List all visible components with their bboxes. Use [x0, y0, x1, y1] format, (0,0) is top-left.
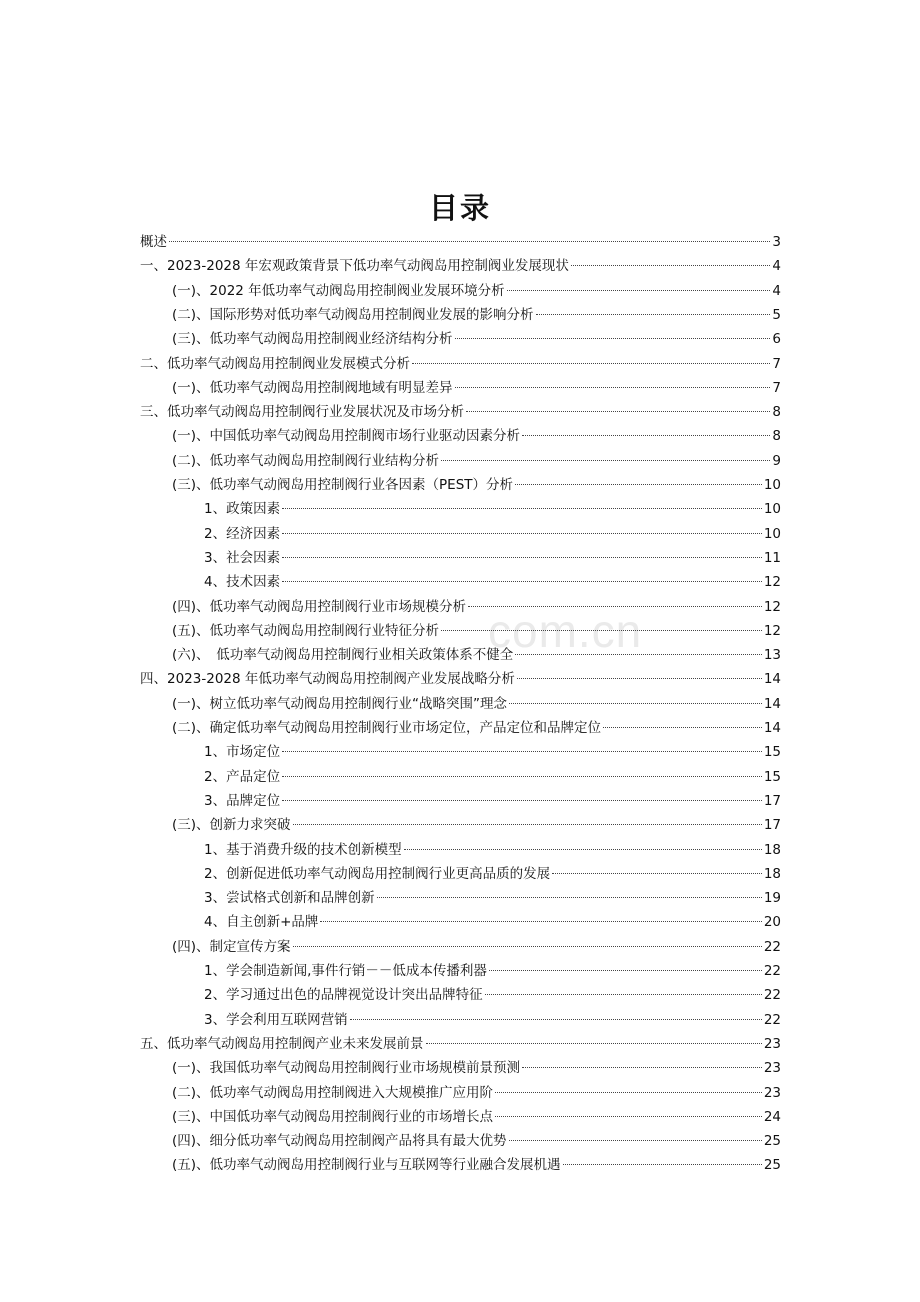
- toc-dot-leader: [495, 1092, 762, 1093]
- toc-entry[interactable]: [140, 230, 781, 254]
- toc-entry[interactable]: [140, 400, 781, 424]
- toc-entry[interactable]: [172, 643, 781, 667]
- toc-entry[interactable]: [172, 424, 781, 448]
- toc-dot-leader: [282, 533, 762, 534]
- toc-dot-leader: [282, 557, 762, 558]
- toc-entry[interactable]: [172, 279, 781, 303]
- toc-page-number: 8: [772, 404, 781, 421]
- toc-dot-leader: [507, 290, 771, 291]
- toc-entry-title: (三)、创新力求突破: [172, 817, 291, 834]
- toc-page-number: 14: [763, 720, 781, 736]
- toc-entry[interactable]: [172, 813, 781, 837]
- toc-entry-title: 2、创新促进低功率气动阀岛用控制阀行业更高品质的发展: [204, 865, 551, 882]
- toc-dot-leader: [282, 776, 762, 777]
- toc-page-number: 10: [763, 525, 781, 542]
- toc-page-number: 10: [763, 501, 781, 518]
- toc-entry[interactable]: [172, 692, 781, 716]
- toc-entry[interactable]: [204, 1008, 781, 1032]
- toc-dot-leader: [522, 435, 770, 436]
- toc-entry-title: (二)、国际形势对低功率气动阀岛用控制阀业发展的影响分析: [172, 306, 534, 323]
- toc-entry[interactable]: [204, 546, 781, 570]
- toc-dot-leader: [563, 1164, 762, 1165]
- toc-entry[interactable]: [140, 667, 781, 691]
- toc-entry[interactable]: [172, 376, 781, 400]
- toc-entry-title: (三)、中国低功率气动阀岛用控制阀行业的市场增长点: [172, 1108, 494, 1125]
- toc-entry-title: (六)、 低功率气动阀岛用控制阀行业相关政策体系不健全: [172, 647, 514, 664]
- toc-dot-leader: [485, 994, 762, 995]
- toc-entry[interactable]: [204, 789, 781, 813]
- toc-page-number: 22: [763, 1011, 781, 1028]
- toc-page-number: 6: [772, 331, 781, 348]
- toc-dot-leader: [293, 946, 762, 947]
- toc-entry[interactable]: [204, 910, 781, 934]
- toc-dot-leader: [509, 703, 762, 704]
- toc-dot-leader: [571, 265, 771, 266]
- toc-entry-title: 1、市场定位: [204, 744, 281, 761]
- toc-dot-leader: [350, 1019, 762, 1020]
- toc-entry[interactable]: [172, 716, 781, 740]
- toc-entry[interactable]: [204, 886, 781, 910]
- toc-entry-title: 4、技术因素: [204, 574, 281, 591]
- toc-entry-title: 3、学会利用互联网营销: [204, 1011, 348, 1028]
- toc-entry-title: (一)、我国低功率气动阀岛用控制阀行业市场规模前景预测: [172, 1060, 521, 1077]
- toc-page-number: 22: [763, 938, 781, 955]
- toc-page-number: 13: [763, 647, 781, 664]
- toc-page-number: 4: [772, 258, 781, 275]
- toc-dot-leader: [404, 849, 762, 850]
- toc-entry-title: (三)、低功率气动阀岛用控制阀行业各因素（PEST）分析: [172, 477, 514, 493]
- toc-entry-title: 2、学习通过出色的品牌视觉设计突出品牌特征: [204, 987, 483, 1004]
- toc-entry-title: (一)、2022 年低功率气动阀岛用控制阀业发展环境分析: [172, 282, 505, 299]
- toc-page-number: 18: [763, 841, 781, 858]
- toc-page-number: 7: [772, 355, 781, 372]
- toc-entry-title: 二、低功率气动阀岛用控制阀业发展模式分析: [140, 355, 410, 372]
- toc-page-number: 9: [772, 452, 781, 469]
- toc-dot-leader: [455, 387, 771, 388]
- toc-dot-leader: [517, 678, 762, 679]
- toc-page-number: 20: [763, 914, 781, 931]
- toc-entry-title: 五、低功率气动阀岛用控制阀产业未来发展前景: [140, 1035, 424, 1052]
- toc-page-number: 17: [763, 792, 781, 809]
- toc-dot-leader: [282, 751, 762, 752]
- toc-dot-leader: [441, 630, 762, 631]
- toc-page-number: 8: [772, 428, 781, 445]
- toc-entry-title: 概述: [140, 234, 167, 250]
- toc-entry-title: 3、社会因素: [204, 549, 281, 566]
- toc-entry-title: (四)、制定宣传方案: [172, 938, 291, 955]
- toc-entry[interactable]: [204, 838, 781, 862]
- toc-entry[interactable]: [204, 983, 781, 1007]
- toc-entry-title: 三、低功率气动阀岛用控制阀行业发展状况及市场分析: [140, 404, 464, 421]
- toc-entry-title: 4、自主创新+品牌: [204, 914, 319, 931]
- toc-dot-leader: [293, 824, 762, 825]
- watermark: com.cn: [488, 605, 643, 657]
- toc-entry[interactable]: [172, 327, 781, 351]
- toc-entry-title: 1、基于消费升级的技术创新模型: [204, 841, 402, 858]
- toc-entry[interactable]: [172, 1056, 781, 1080]
- toc-entry[interactable]: [140, 254, 781, 278]
- toc-entry-title: (二)、确定低功率气动阀岛用控制阀行业市场定位，产品定位和品牌定位: [172, 720, 602, 736]
- toc-page-number: 12: [763, 574, 781, 591]
- toc-dot-leader: [552, 873, 762, 874]
- toc-page-number: 22: [763, 987, 781, 1004]
- toc-page-number: 18: [763, 865, 781, 882]
- toc-entry-title: 1、政策因素: [204, 501, 281, 518]
- toc-dot-leader: [536, 314, 771, 315]
- toc-entry[interactable]: [172, 1129, 781, 1153]
- toc-entry-title: 2、产品定位: [204, 768, 281, 785]
- toc-entry[interactable]: [140, 352, 781, 376]
- toc-dot-leader: [515, 484, 762, 485]
- toc-page-number: 22: [763, 963, 781, 979]
- toc-page-number: 23: [763, 1060, 781, 1077]
- toc-page-number: 24: [763, 1108, 781, 1125]
- toc-entry[interactable]: [204, 740, 781, 764]
- toc-entry-title: (五)、低功率气动阀岛用控制阀行业与互联网等行业融合发展机遇: [172, 1157, 561, 1174]
- toc-entry-title: (二)、低功率气动阀岛用控制阀进入大规模推广应用阶: [172, 1084, 494, 1101]
- toc-dot-leader: [489, 970, 762, 971]
- toc-entry[interactable]: [172, 449, 781, 473]
- toc-entry-title: (四)、细分低功率气动阀岛用控制阀产品将具有最大优势: [172, 1133, 507, 1150]
- toc-entry-title: 2、经济因素: [204, 525, 281, 542]
- toc-page-number: 15: [763, 768, 781, 785]
- toc-dot-leader: [412, 363, 770, 364]
- toc-entry-title: (二)、低功率气动阀岛用控制阀行业结构分析: [172, 452, 440, 469]
- toc-dot-leader: [426, 1043, 762, 1044]
- toc-entry-title: 3、品牌定位: [204, 792, 281, 809]
- toc-page-number: 10: [763, 477, 781, 493]
- toc-page-number: 23: [763, 1084, 781, 1101]
- toc-entry[interactable]: [204, 497, 781, 521]
- toc-page-number: 12: [763, 598, 781, 615]
- toc-page-number: 15: [763, 744, 781, 761]
- toc-dot-leader: [282, 581, 762, 582]
- toc-page-number: 17: [763, 817, 781, 834]
- toc-dot-leader: [320, 921, 761, 922]
- toc-dot-leader: [377, 897, 762, 898]
- toc-page-number: 25: [763, 1157, 781, 1174]
- toc-entry[interactable]: [172, 1105, 781, 1129]
- toc-entry[interactable]: [172, 1153, 781, 1177]
- toc-dot-leader: [509, 1140, 762, 1141]
- toc-entry[interactable]: [204, 959, 781, 983]
- page-title: 目录: [428, 191, 491, 225]
- toc-entry[interactable]: [172, 595, 781, 619]
- toc-dot-leader: [282, 800, 762, 801]
- toc-entry[interactable]: [172, 473, 781, 497]
- toc-entry-title: (一)、低功率气动阀岛用控制阀地域有明显差异: [172, 379, 453, 396]
- toc-page-number: 11: [763, 549, 781, 566]
- toc-dot-leader: [522, 1067, 762, 1068]
- toc-entry-title: 3、尝试格式创新和品牌创新: [204, 890, 375, 907]
- toc-entry-title: 一、2023-2028 年宏观政策背景下低功率气动阀岛用控制阀业发展现状: [140, 258, 569, 275]
- toc-dot-leader: [455, 338, 771, 339]
- toc-entry[interactable]: [204, 862, 781, 886]
- toc-page-number: 25: [763, 1133, 781, 1150]
- toc-page-number: 3: [772, 234, 781, 250]
- toc-entry-title: 四、2023-2028 年低功率气动阀岛用控制阀产业发展战略分析: [140, 671, 515, 688]
- toc-entry[interactable]: [172, 935, 781, 959]
- toc-dot-leader: [441, 460, 770, 461]
- toc-entry-title: (三)、低功率气动阀岛用控制阀业经济结构分析: [172, 331, 453, 348]
- toc-page-number: 14: [763, 671, 781, 688]
- toc-entry[interactable]: [140, 1032, 781, 1056]
- toc-page-number: 5: [772, 306, 781, 323]
- toc-page-number: 4: [772, 282, 781, 299]
- toc-entry[interactable]: [204, 765, 781, 789]
- toc-entry-title: (一)、树立低功率气动阀岛用控制阀行业“战略突围”理念: [172, 695, 508, 712]
- toc-dot-leader: [603, 727, 762, 728]
- toc-dot-leader: [515, 654, 762, 655]
- toc-entry-title: (一)、中国低功率气动阀岛用控制阀市场行业驱动因素分析: [172, 428, 521, 445]
- toc-page-number: 7: [772, 379, 781, 396]
- toc-entry-title: (四)、低功率气动阀岛用控制阀行业市场规模分析: [172, 598, 467, 615]
- toc-entry[interactable]: [172, 619, 781, 643]
- toc-entry[interactable]: [204, 570, 781, 594]
- toc-page-number: 23: [763, 1035, 781, 1052]
- toc-dot-leader: [282, 508, 762, 509]
- toc-entry[interactable]: [172, 303, 781, 327]
- toc-dot-leader: [466, 411, 770, 412]
- toc-entry-title: (五)、低功率气动阀岛用控制阀行业特征分析: [172, 622, 440, 639]
- toc-entry-title: 1、学会制造新闻,事件行销－－低成本传播利器: [204, 963, 487, 979]
- toc-dot-leader: [169, 241, 770, 242]
- toc-dot-leader: [468, 606, 762, 607]
- toc-entry[interactable]: [204, 522, 781, 546]
- toc-page-number: 12: [763, 622, 781, 639]
- toc-entry[interactable]: [172, 1081, 781, 1105]
- toc-page-number: 19: [763, 890, 781, 907]
- toc-dot-leader: [495, 1116, 762, 1117]
- toc-page-number: 14: [763, 695, 781, 712]
